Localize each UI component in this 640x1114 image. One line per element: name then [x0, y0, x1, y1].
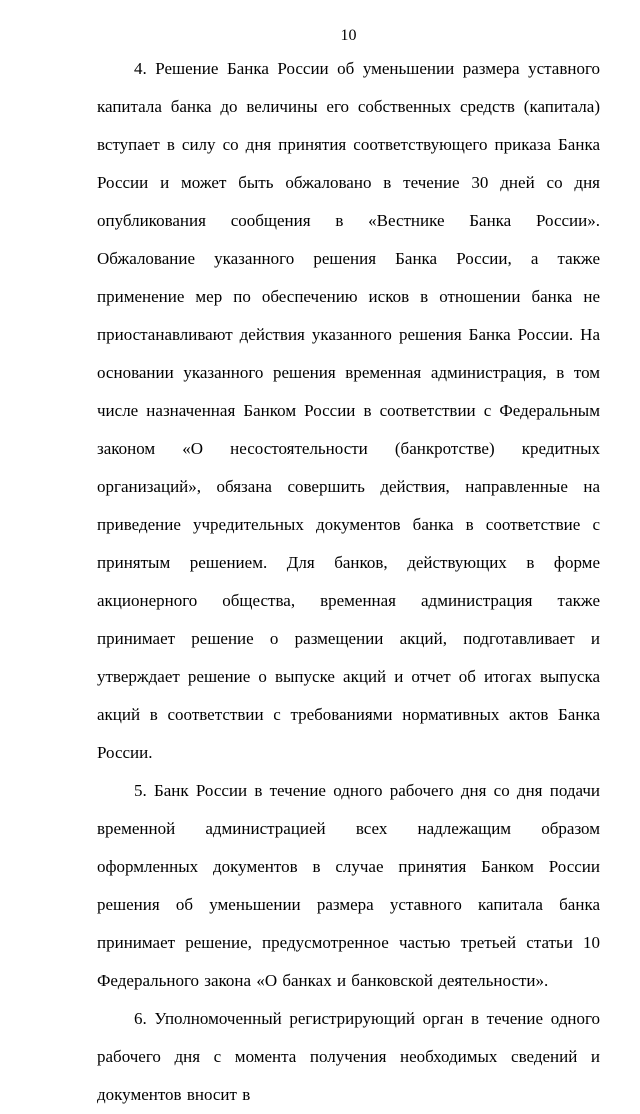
document-body	[97, 50, 600, 1114]
page-number: 10	[340, 27, 357, 44]
paragraph-4: 4. Решение Банка России об уменьшении размера уставного капитала банка до величины его собственных средств (капитала) вступает в силу со дня принятия соответствующего приказа Банка России и может быть обжаловано в течение 30 дней со дня опубликования сообщения в «Вестнике Банка России». Обжалование указанного решения Банка России, а также применение мер по обеспечению исков в отношении банка не приостанавливают действия указанного решения Банка России. На основании указанного решения временная администрация, в том числе назначенная Банком России в соответствии с Федеральным законом «О несостоятельности (банкротстве) кредитных организаций», обязана совершить действия, направленные на приведение учредительных документов банка в соответствие с принятым решением. Для банков, действующих в форме акционерного общества, временная администрация также принимает решение о размещении акций, подготавливает и утверждает решение о выпуске акций и отчет об итогах выпуска акций в соответствии с требованиями нормативных актов Банка России.	[97, 59, 600, 762]
paragraph-6: 6. Уполномоченный регистрирующий орган в течение одного рабочего дня с момента получения необходимых сведений и документов вносит в	[97, 1009, 600, 1104]
paragraph-5: 5. Банк России в течение одного рабочего дня со дня подачи временной администрацией всех надлежащим образом оформленных документов в случае принятия Банком России решения об уменьшении размера уставного капитала банка принимает решение, предусмотренное частью третьей статьи 10 Федерального закона «О банках и банковской деятельности».	[97, 781, 600, 990]
